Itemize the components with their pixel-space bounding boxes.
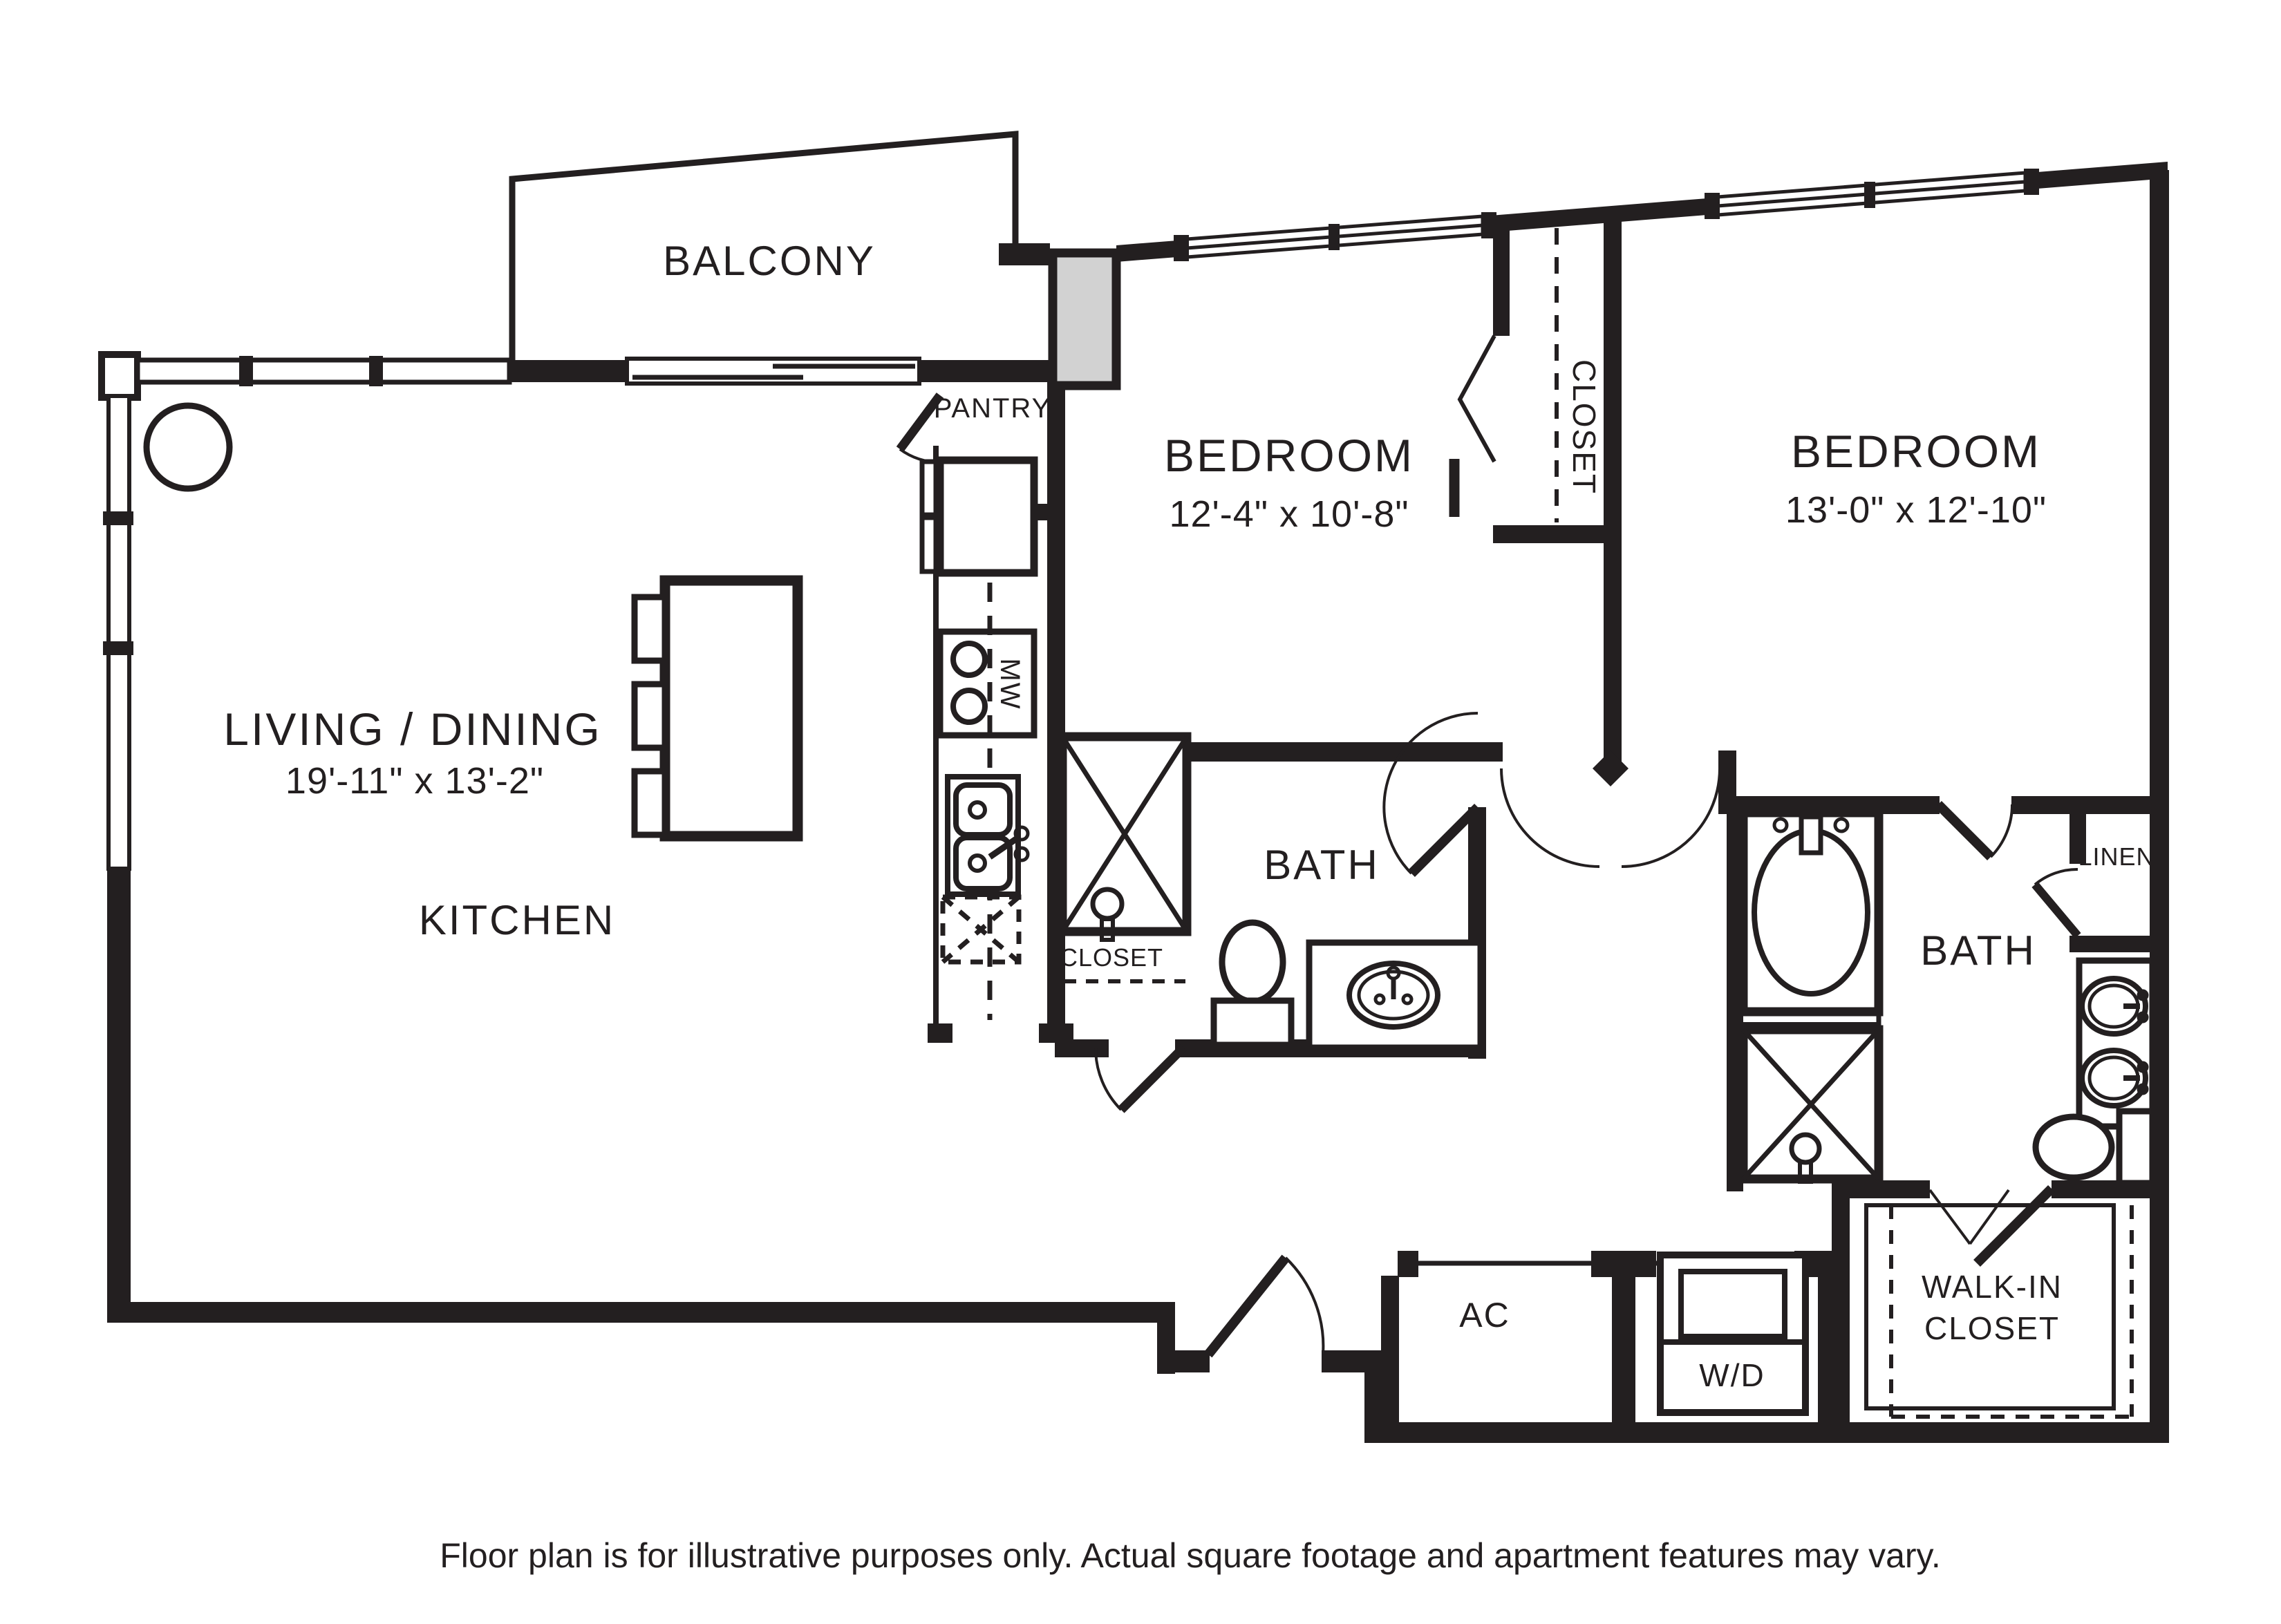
bath-2 bbox=[1718, 796, 2168, 1191]
balcony-label: BALCONY bbox=[663, 238, 876, 284]
washer-dryer-icon bbox=[1660, 1255, 1805, 1413]
ac-label: AC bbox=[1459, 1296, 1510, 1334]
dishwasher-icon bbox=[943, 897, 1019, 962]
double-vanity-icon bbox=[2079, 961, 2152, 1126]
pantry-label: PANTRY bbox=[933, 393, 1052, 424]
linen-label: LINEN bbox=[2078, 842, 2155, 871]
walk-in-label-line2: CLOSET bbox=[1924, 1310, 2061, 1346]
chase-column bbox=[1053, 253, 1116, 386]
bedroom1-closet-label: CLOSET bbox=[1566, 359, 1602, 495]
bedroom1-label: BEDROOM bbox=[1163, 430, 1415, 481]
disclaimer-text: Floor plan is for illustrative purposes only. Actual square footage and apartment features may vary. bbox=[440, 1536, 1941, 1575]
bath2-label: BATH bbox=[1920, 927, 2036, 974]
sliding-door bbox=[627, 359, 919, 384]
footer bbox=[440, 1536, 1940, 1575]
kitchen-sink-icon bbox=[948, 777, 1028, 894]
bedroom2-label: BEDROOM bbox=[1790, 426, 2042, 477]
living-dining-label: LIVING / DINING bbox=[223, 704, 602, 755]
kitchen bbox=[635, 382, 1073, 1043]
entry-door bbox=[1208, 1258, 1323, 1354]
living-dining-dimensions: 19'-11" x 13'-2" bbox=[285, 760, 545, 802]
shower-icon bbox=[1062, 737, 1187, 940]
shower-icon bbox=[1743, 1030, 1879, 1182]
toilet-icon bbox=[2036, 1111, 2152, 1183]
corner-post bbox=[102, 355, 138, 397]
refrigerator-icon bbox=[922, 460, 1034, 573]
microwave-label: MW bbox=[995, 658, 1025, 710]
kitchen-label: KITCHEN bbox=[418, 897, 616, 943]
utility-closets bbox=[1381, 1251, 1836, 1424]
wd-label: W/D bbox=[1699, 1357, 1765, 1393]
toilet-icon bbox=[1214, 923, 1291, 1045]
balcony bbox=[512, 134, 1050, 360]
kitchen-island bbox=[635, 580, 798, 836]
bath-1 bbox=[1055, 713, 1486, 1110]
walk-in-label-line1: WALK-IN bbox=[1922, 1269, 2063, 1305]
bathtub-icon bbox=[1743, 813, 1879, 1012]
bath1-label: BATH bbox=[1264, 842, 1380, 888]
range-icon bbox=[940, 632, 1034, 735]
bedroom1-dimensions: 12'-4" x 10'-8" bbox=[1169, 493, 1409, 535]
living-dining bbox=[147, 406, 615, 943]
column-circle bbox=[147, 406, 229, 489]
vanity-sink-icon bbox=[1309, 943, 1481, 1048]
walk-in-closet bbox=[1832, 1180, 2168, 1424]
bath1-closet-label: CLOSET bbox=[1059, 943, 1164, 972]
bedroom2-dimensions: 13'-0" x 12'-10" bbox=[1785, 489, 2047, 531]
left-window bbox=[109, 396, 129, 869]
bedroom-2 bbox=[1785, 426, 2047, 531]
living-window bbox=[138, 360, 509, 382]
